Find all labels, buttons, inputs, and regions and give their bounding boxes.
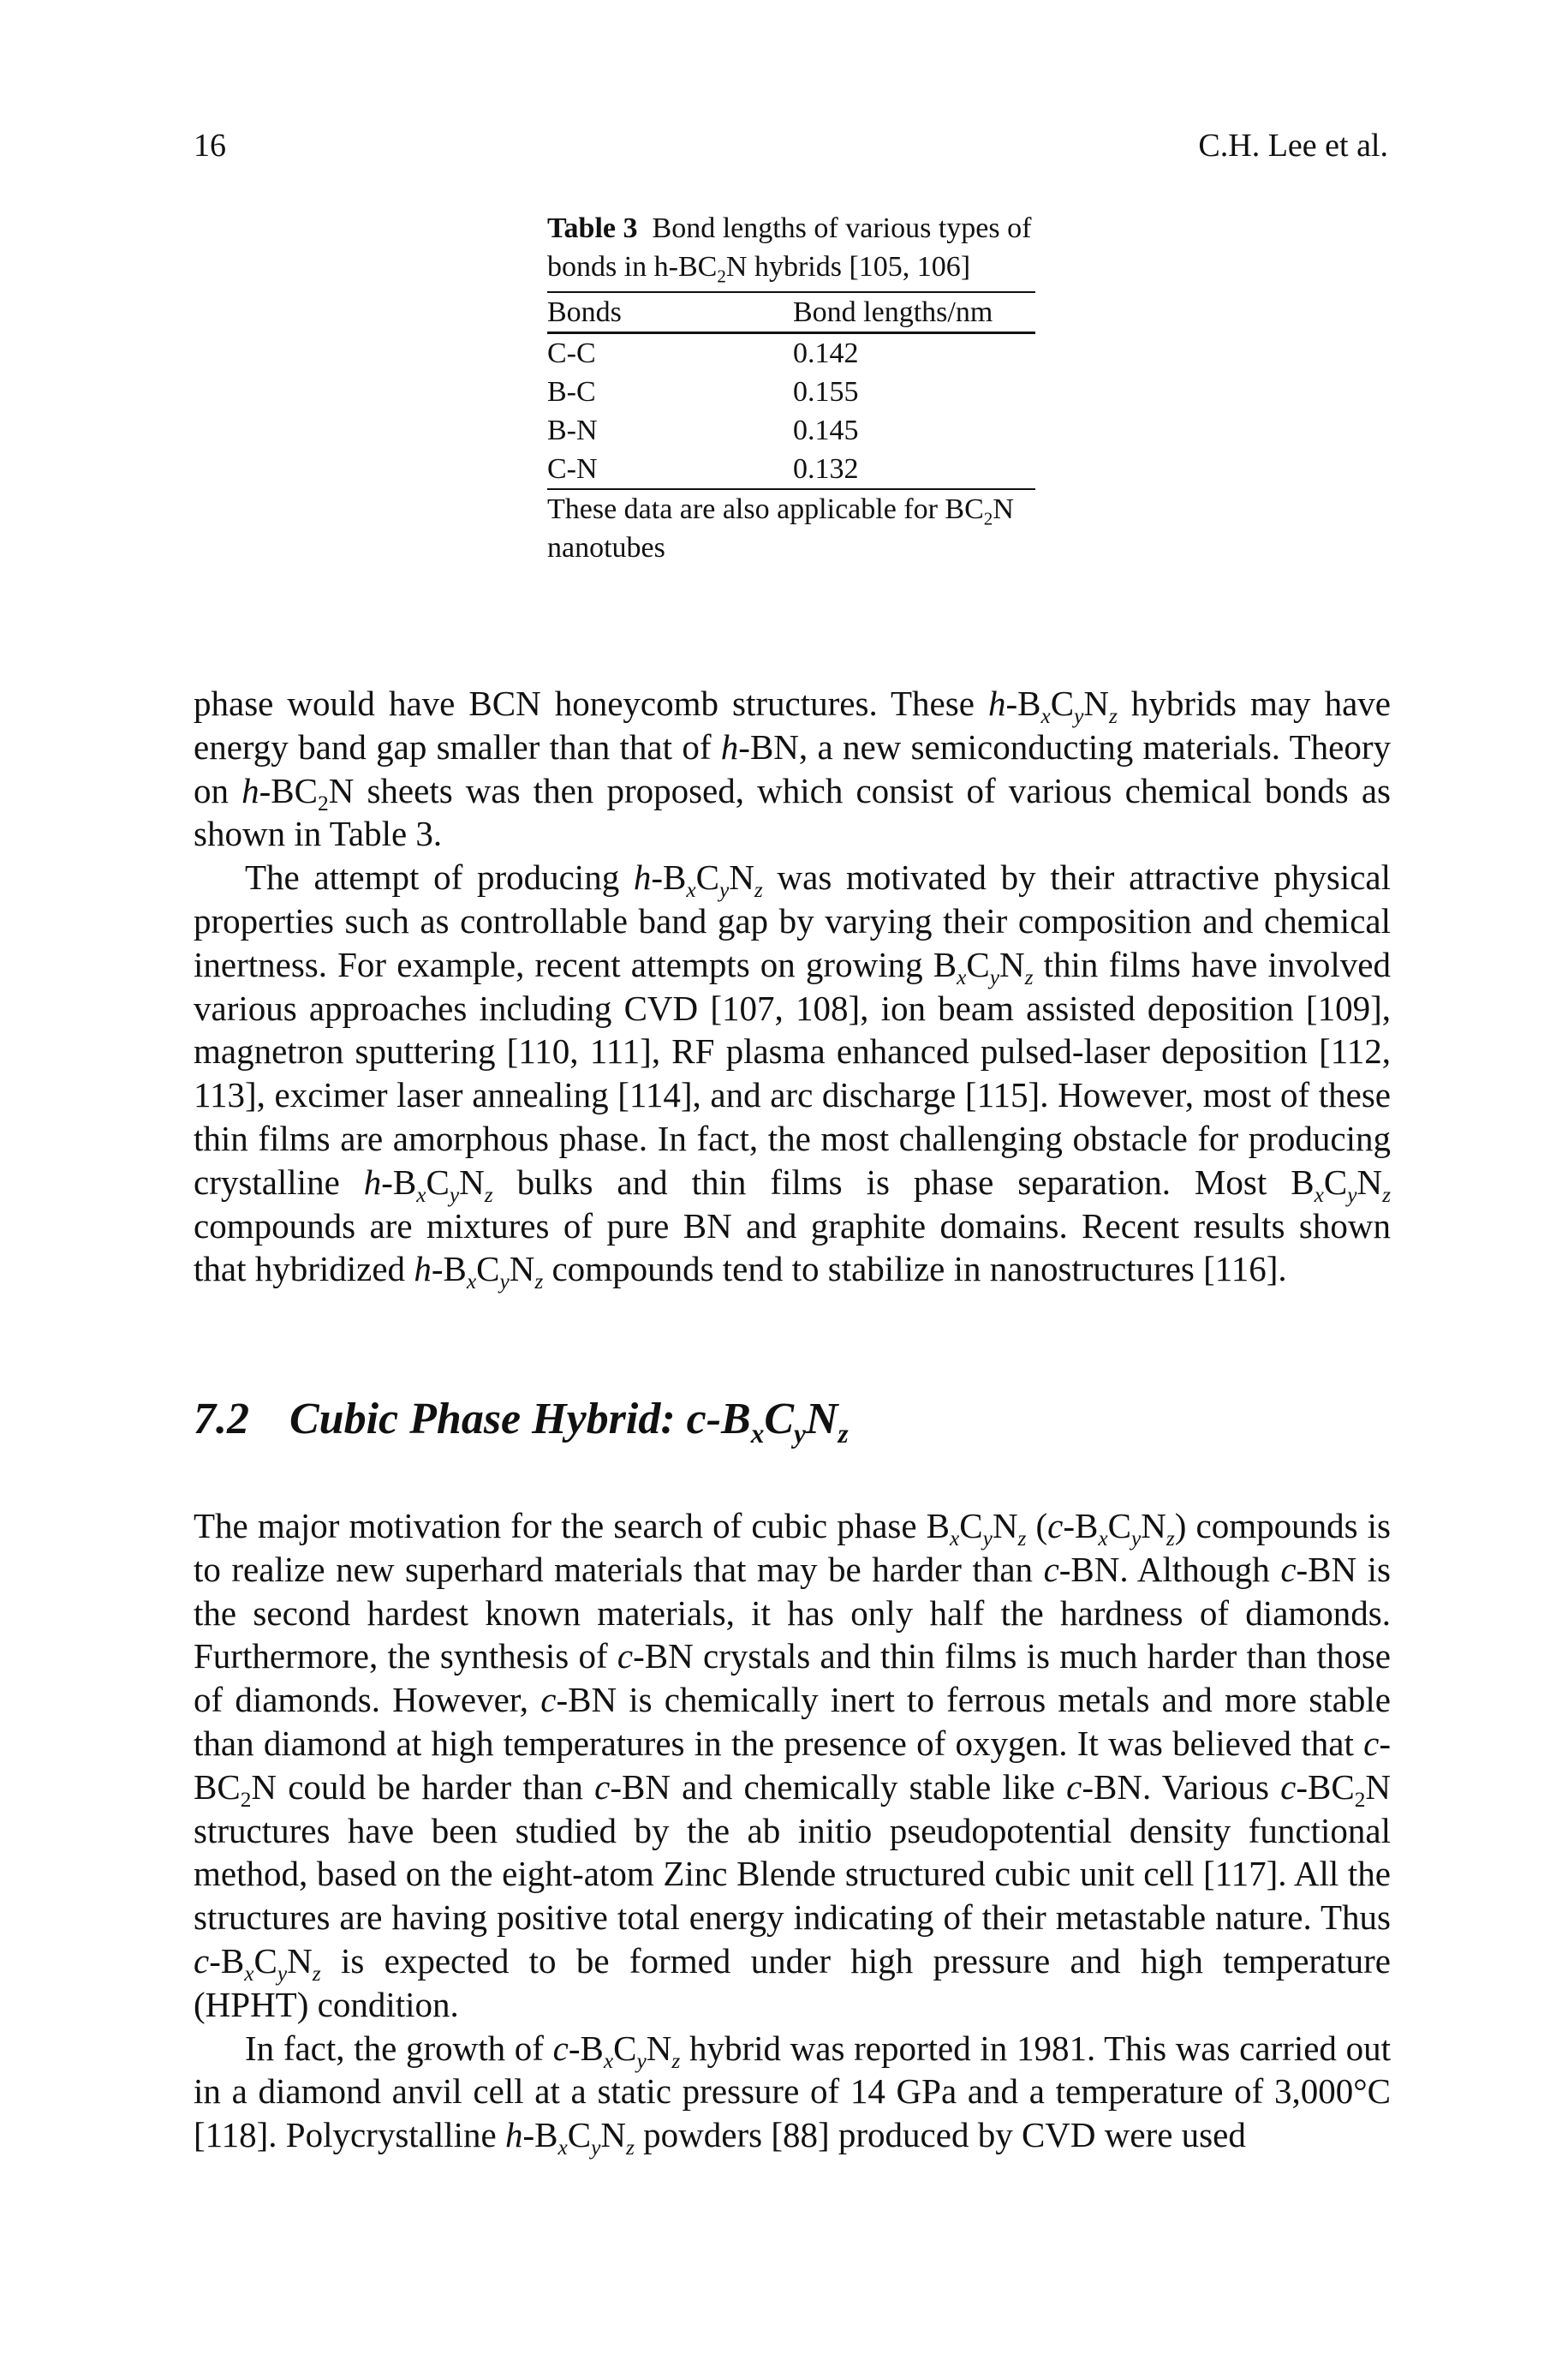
text-run: h <box>414 1249 432 1289</box>
table-3 <box>547 209 1035 567</box>
text-run: -BC <box>194 1723 1391 1807</box>
text-run: N structures have been studied by the ab initio pseudopotential density functional method, based on the eight-atom Zinc Blende structured cubic unit cell [117]. All the structures are having positive total energy indicating of their metastable nature. Thus <box>194 1766 1392 1938</box>
paragraph <box>194 856 1391 1294</box>
text-run: B <box>933 944 957 984</box>
text-run: N <box>1356 1162 1383 1202</box>
subscript: x <box>1040 703 1051 728</box>
text-run: -B <box>431 1249 467 1289</box>
text-run: N <box>992 1506 1018 1545</box>
text-run: N <box>646 2028 672 2068</box>
text-run: h <box>633 857 652 898</box>
text-run: -BC <box>1296 1766 1355 1807</box>
subscript: y <box>449 1182 460 1207</box>
text-run: C <box>1050 684 1075 723</box>
text-run: -BC <box>259 770 319 810</box>
text-run: -B <box>1063 1506 1099 1545</box>
text-run: powders [88] produced by CVD were used <box>634 2115 1246 2155</box>
subscript: z <box>534 1270 544 1294</box>
subscript: y <box>794 1418 806 1449</box>
subscript: y <box>277 1961 288 1986</box>
text-run: h <box>505 2115 523 2155</box>
subscript: 2 <box>717 266 726 287</box>
text-run: C <box>959 1506 983 1545</box>
body-text-lower <box>194 1504 1392 2160</box>
text-run: phase would have BCN honeycomb structures. These <box>194 684 988 723</box>
subscript: x <box>244 1961 254 1986</box>
text-run: N <box>1083 684 1109 723</box>
paragraph <box>194 682 1391 856</box>
table-caption-text: N hybrids [105, 106] <box>725 251 971 283</box>
text-run: -B <box>522 2115 558 2155</box>
text-run: C <box>426 1162 450 1202</box>
section-title: Cubic Phase Hybrid: c-B <box>289 1395 751 1443</box>
subscript: x <box>603 2048 614 2073</box>
text-run: C <box>695 857 720 898</box>
text-run: N sheets was then proposed, which consist of various chemical bonds as shown in Table 3. <box>194 770 1392 854</box>
text-run: -BN is chemically inert to ferrous metals and more stable than diamond at high temperatures in the presence of oxygen. It was believed that <box>194 1680 1392 1763</box>
subscript: x <box>416 1182 426 1207</box>
subscript: z <box>754 878 763 903</box>
table-label: Table 3 <box>547 212 638 244</box>
text-run: c <box>1280 1766 1297 1807</box>
text-run: N <box>459 1162 485 1202</box>
table-footnote <box>547 490 1035 567</box>
text-run: bulks and thin films is phase separation. Most <box>492 1162 1291 1202</box>
text-run: compounds are mixtures of pure BN and graphite domains. Recent results shown that hybridized <box>194 1205 1391 1289</box>
text-run: The major motivation for the search of cubic phase <box>194 1506 927 1545</box>
text-run: C <box>613 2028 637 2068</box>
subscript: 2 <box>240 1787 252 1812</box>
page-number: 16 <box>194 128 226 164</box>
text-run: -BN crystals and thin films is much harder than those of diamonds. However, <box>194 1636 1392 1720</box>
subscript: z <box>1024 965 1034 989</box>
running-head-author: C.H. Lee et al. <box>1198 128 1388 164</box>
text-run: B <box>926 1506 951 1545</box>
text-run: c <box>552 2028 569 2068</box>
text-run: N <box>600 2115 627 2155</box>
table-caption-text: Bond lengths of various types of bonds in h-BC <box>547 212 1032 283</box>
text-run: c <box>1363 1723 1380 1763</box>
text-run: C <box>1323 1162 1348 1202</box>
length-cell: 0.145 <box>793 415 859 446</box>
subscript: y <box>591 2136 601 2160</box>
column-header-bond-lengths: Bond lengths/nm <box>793 296 993 328</box>
bond-cell: C-N <box>547 453 598 485</box>
text-run: N <box>805 1395 838 1443</box>
subscript: z <box>1166 1526 1175 1550</box>
subscript: y <box>719 878 730 903</box>
subscript: 2 <box>318 791 329 816</box>
text-run: N <box>509 1249 535 1289</box>
table-row <box>547 411 1035 450</box>
column-header-bonds: Bonds <box>547 296 622 328</box>
table-row <box>547 373 1035 411</box>
section-heading <box>194 1392 849 1447</box>
subscript: z <box>626 2136 635 2160</box>
subscript: y <box>1074 703 1084 728</box>
paragraph <box>194 2027 1391 2160</box>
text-run: h <box>720 726 739 767</box>
text-run: hybrid was reported in 1981. This was carried out in a diamond anvil cell at a static pressure of 14 GPa and a temperature of 3,000°C [118]. Polycrystalline <box>194 2028 1391 2155</box>
text-run: was motivated by their attractive physical properties such as controllable band gap by varying their composition and chemical inertness. For example, recent attempts on growing <box>194 857 1391 984</box>
text-run: N <box>729 857 754 898</box>
length-cell: 0.155 <box>793 376 859 408</box>
text-run: N <box>287 1940 313 1981</box>
text-run: c <box>1047 1506 1064 1545</box>
text-run: h <box>241 770 259 810</box>
length-cell: 0.132 <box>793 453 859 485</box>
subscript: 2 <box>983 508 993 529</box>
text-run: -BN, a new semiconducting materials. Theory on <box>194 726 1392 810</box>
text-run: c <box>194 1940 210 1981</box>
subscript: 2 <box>1354 1787 1366 1812</box>
text-run: C <box>567 2115 592 2155</box>
text-run: hybrids may have energy band gap smaller than that of <box>194 684 1391 767</box>
footnote-text: These data are also applicable for BC <box>547 493 984 525</box>
text-run: -B <box>568 2028 604 2068</box>
text-run: In fact, the growth of <box>245 2028 553 2068</box>
text-run: C <box>764 1395 795 1443</box>
text-run: c <box>540 1680 557 1720</box>
subscript: y <box>499 1270 510 1294</box>
subscript: z <box>484 1182 493 1207</box>
text-run: -BN is the second hardest known materials, it has only half the hardness of diamonds. Furthermore, the synthesis of <box>194 1549 1391 1676</box>
table-row <box>547 334 1035 373</box>
text-run: -BN. Various <box>1082 1766 1281 1807</box>
subscript: z <box>838 1418 849 1449</box>
subscript: x <box>750 1418 765 1449</box>
text-run: -B <box>381 1162 417 1202</box>
subscript: y <box>982 1526 993 1550</box>
subscript: x <box>950 1526 960 1550</box>
subscript: x <box>957 965 967 989</box>
text-run: C <box>1107 1506 1132 1545</box>
text-run: h <box>987 684 1006 723</box>
subscript: y <box>636 2048 647 2073</box>
footnote-text: N nanotubes <box>547 493 1014 564</box>
subscript: x <box>1098 1526 1108 1550</box>
body-text-upper <box>194 682 1392 1294</box>
subscript: x <box>466 1270 477 1294</box>
table-row <box>547 450 1035 488</box>
table-caption <box>547 209 1035 286</box>
subscript: x <box>1314 1182 1324 1207</box>
text-run: -BN and chemically stable like <box>610 1766 1067 1807</box>
text-run: N could be harder than <box>251 1766 595 1807</box>
table-header-row <box>547 293 1035 332</box>
subscript: y <box>989 965 1000 989</box>
text-run: is expected to be formed under high pressure and high temperature (HPHT) condition. <box>194 1940 1391 2024</box>
text-run: c <box>1066 1766 1082 1807</box>
bond-cell: B-N <box>547 415 598 446</box>
subscript: z <box>1108 703 1118 728</box>
text-run: N <box>1141 1506 1166 1545</box>
subscript: z <box>671 2048 681 2073</box>
text-run: -BN. Although <box>1058 1549 1281 1589</box>
subscript: y <box>1347 1182 1357 1207</box>
bond-cell: C-C <box>547 338 596 369</box>
text-run: c <box>594 1766 611 1807</box>
text-run: C <box>253 1940 277 1981</box>
text-run: compounds tend to stabilize in nanostructures [116]. <box>543 1249 1287 1289</box>
text-run: c <box>1280 1549 1297 1589</box>
subscript: x <box>557 2136 568 2160</box>
text-run: thin films have involved various approaches including CVD [107, 108], ion beam assisted deposition [109], magnetron sputtering [110, 111], RF plasma enhanced pulsed-laser deposition [112, 113], excimer laser annealing [114], and arc discharge [115]. However, most of these thin films are amorphous phase. In fact, the most challenging obstacle for producing crystalline <box>194 944 1391 1202</box>
text-run: N <box>999 944 1025 984</box>
text-run: ) compounds is to realize new superhard materials that may be harder than <box>194 1506 1392 1589</box>
text-run: ( <box>1026 1506 1048 1545</box>
text-run: The attempt of producing <box>245 857 634 898</box>
text-run: C <box>476 1249 500 1289</box>
text-run: B <box>1291 1162 1315 1202</box>
subscript: x <box>686 878 696 903</box>
text-run: -B <box>651 857 687 898</box>
subscript: y <box>1131 1526 1142 1550</box>
bond-cell: B-C <box>547 376 596 408</box>
paragraph <box>194 1504 1391 2027</box>
subscript: z <box>312 1961 321 1986</box>
text-run: c <box>617 1636 634 1676</box>
subscript: z <box>1017 1526 1027 1550</box>
text-run: c <box>1043 1549 1059 1589</box>
text-run: -B <box>209 1940 245 1981</box>
bond-lengths-table <box>547 293 1035 488</box>
subscript: z <box>1382 1182 1391 1207</box>
text-run: C <box>966 944 990 984</box>
text-run: h <box>363 1162 382 1202</box>
length-cell: 0.142 <box>793 338 859 369</box>
text-run: -B <box>1005 684 1041 723</box>
section-number: 7.2 <box>194 1395 249 1443</box>
